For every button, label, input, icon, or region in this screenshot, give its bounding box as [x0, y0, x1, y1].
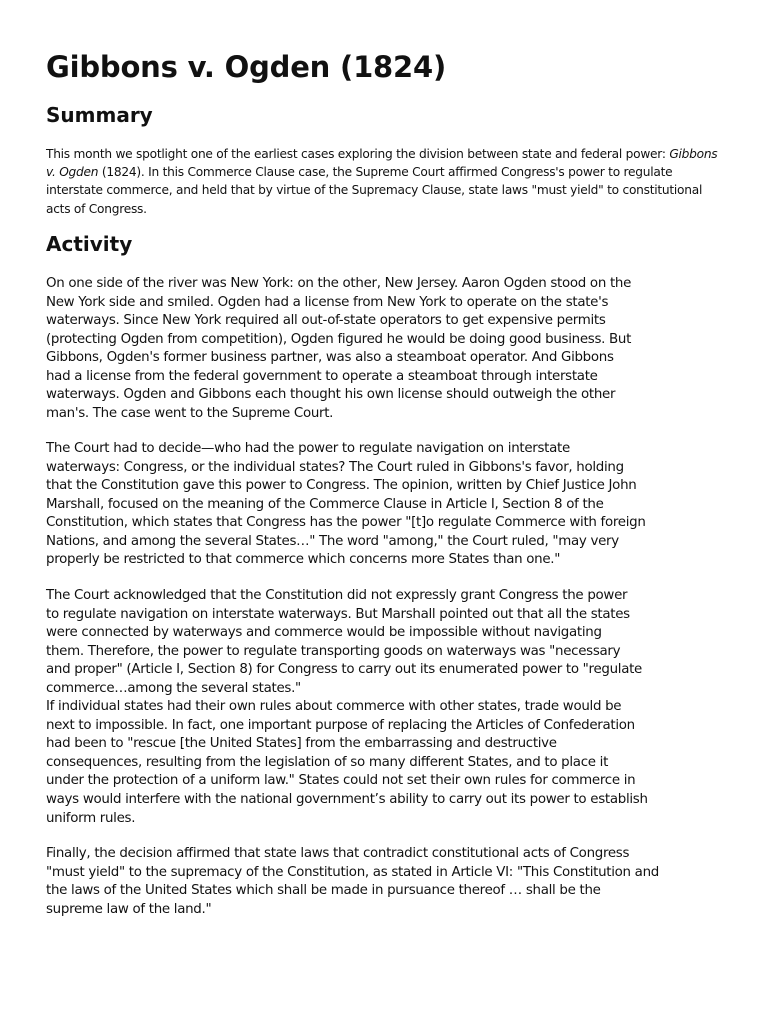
- page-title: Gibbons v. Ogden (1824): [46, 50, 447, 84]
- summary-paragraph: [46, 145, 726, 218]
- paragraph-line: supreme law of the land.": [46, 901, 212, 917]
- paragraph-line: ways would interfere with the national government’s ability to carry out its power to establish: [46, 792, 648, 808]
- summary-text-part2: (1824). In this Commerce Clause case, the Supreme Court affirmed Congress's power to regulate interstate commerce, and held that by virtue of the Supremacy Clause, state laws "must yield" to constitutional acts of Congress.: [46, 165, 703, 216]
- paragraph-line: next to impossible. In fact, one important purpose of replacing the Articles of Confederation: [46, 717, 635, 733]
- paragraph-line: (protecting Ogden from competition), Ogden figured he would be doing good business. But: [46, 331, 632, 347]
- paragraph-line: Constitution, which states that Congress has the power "[t]o regulate Commerce with foreign: [46, 515, 646, 531]
- activity-paragraph-1: [46, 275, 728, 423]
- paragraph-line: Gibbons, Ogden's former business partner, was also a steamboat operator. And Gibbons: [46, 350, 614, 366]
- activity-paragraph-4: [46, 845, 728, 919]
- paragraph-line: Marshall, focused on the meaning of the Commerce Clause in Article I, Section 8 of the: [46, 496, 604, 512]
- activity-paragraph-3: [46, 587, 728, 828]
- paragraph-line: properly be restricted to that commerce which concerns more States than one.": [46, 552, 561, 568]
- paragraph-line: and proper" (Article I, Section 8) for Congress to carry out its enumerated power to "regulate: [46, 662, 642, 678]
- paragraph-line: New York side and smiled. Ogden had a license from New York to operate on the state's: [46, 294, 609, 310]
- summary-text-part1: This month we spotlight one of the earliest cases exploring the division between state and federal power:: [46, 147, 670, 161]
- paragraph-line: commerce…among the several states.": [46, 680, 301, 696]
- paragraph-line: waterways. Ogden and Gibbons each thought his own license should outweigh the other: [46, 387, 616, 403]
- paragraph-line: the laws of the United States which shall be made in pursuance thereof … shall be the: [46, 883, 601, 899]
- paragraph-line: The Court acknowledged that the Constitution did not expressly grant Congress the power: [46, 588, 628, 603]
- paragraph-line: had a license from the federal government to operate a steamboat through interstate: [46, 368, 598, 384]
- activity-paragraph-2: [46, 440, 728, 570]
- paragraph-line: The Court had to decide—who had the power to regulate navigation on interstate: [46, 441, 570, 456]
- paragraph-line: uniform rules.: [46, 810, 136, 826]
- paragraph-line: to regulate navigation on interstate waterways. But Marshall pointed out that all the states: [46, 606, 630, 622]
- paragraph-line: that the Constitution gave this power to Congress. The opinion, written by Chief Justice John: [46, 478, 637, 494]
- activity-heading: Activity: [46, 232, 133, 256]
- paragraph-line: consequences, resulting from the legislation of so many different States, and to place it: [46, 754, 609, 770]
- paragraph-line: Finally, the decision affirmed that state laws that contradict constitutional acts of Congress: [46, 846, 630, 861]
- paragraph-line: If individual states had their own rules about commerce with other states, trade would be: [46, 699, 622, 715]
- paragraph-line: waterways. Since New York required all out-of-state operators to get expensive permits: [46, 313, 606, 329]
- paragraph-line: "must yield" to the supremacy of the Constitution, as stated in Article VI: "This Constitution and: [46, 864, 659, 880]
- paragraph-line: were connected by waterways and commerce would be impossible without navigating: [46, 625, 602, 641]
- paragraph-line: waterways: Congress, or the individual states? The Court ruled in Gibbons's favor, holding: [46, 459, 624, 475]
- paragraph-line: had been to "rescue [the United States] from the embarrassing and destructive: [46, 736, 557, 752]
- paragraph-line: man's. The case went to the Supreme Court.: [46, 405, 334, 421]
- paragraph-line: On one side of the river was New York: on the other, New Jersey. Aaron Ogden stood on the: [46, 276, 632, 291]
- paragraph-line: under the protection of a uniform law." States could not set their own rules for commerce in: [46, 773, 636, 789]
- paragraph-line: them. Therefore, the power to regulate transporting goods on waterways was "necessary: [46, 643, 621, 659]
- summary-heading: Summary: [46, 103, 153, 127]
- summary-case-name: Gibbons v. Ogden: [46, 147, 718, 180]
- paragraph-line: Nations, and among the several States…" The word "among," the Court ruled, "may very: [46, 533, 619, 549]
